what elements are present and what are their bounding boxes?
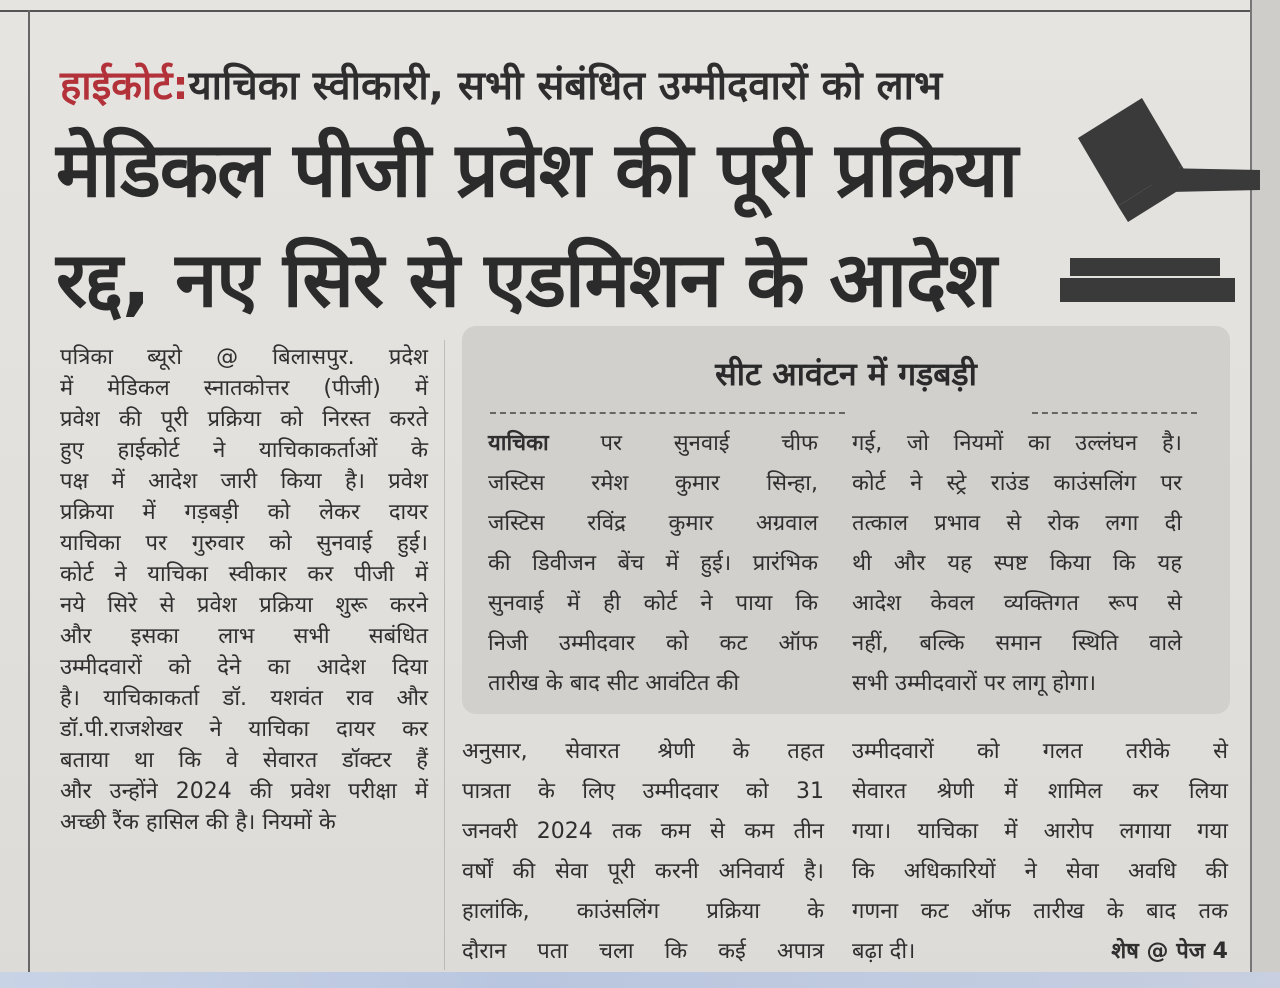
text-line: वर्षों की सेवा पूरी करनी अनिवार्य है। [462, 859, 824, 884]
gavel-icon [1060, 80, 1260, 310]
text-line: याचिका पर गुरुवार को सुनवाई हुई। [60, 531, 428, 556]
text-line: थी और यह स्पष्ट किया कि यह [852, 551, 1182, 576]
text-line: जस्टिस रविंद्र कुमार अग्रवाल [488, 511, 818, 536]
text-line: प्रक्रिया में गड़बड़ी को लेकर दायर [60, 500, 428, 525]
text-line: नहीं, बल्कि समान स्थिति वाले [852, 631, 1182, 656]
box-left-line [488, 424, 818, 464]
box-dashed-rule-right [1032, 412, 1197, 414]
text-line: प्रवेश की पूरी प्रक्रिया को निरस्त करते [60, 407, 428, 432]
headline-line-1: मेडिकल पीजी प्रवेश की पूरी प्रक्रिया [56, 125, 1018, 214]
text-line: पक्ष में आदेश जारी किया है। प्रवेश [60, 469, 428, 494]
column-4 [852, 732, 1228, 972]
column-divider [444, 340, 445, 970]
text-line: डॉ.पी.राजशेखर ने याचिका दायर कर [60, 717, 428, 742]
text-line: सभी उम्मीदवारों पर लागू होगा। [852, 671, 1097, 696]
text-line: अच्छी रैंक हासिल की है। नियमों के [60, 810, 336, 835]
top-rule [0, 10, 1280, 12]
text-line: कि अधिकारियों ने सेवा अवधि की [852, 859, 1228, 884]
text-line: उम्मीदवारों को गलत तरीके से [852, 739, 1228, 764]
text-line: तत्काल प्रभाव से रोक लगा दी [852, 511, 1182, 536]
text-line: हुए हाईकोर्ट ने याचिकाकर्ताओं के [60, 438, 428, 463]
kicker [60, 58, 942, 114]
text-line: कोर्ट ने याचिका स्वीकार कर पीजी में [60, 562, 428, 587]
text-line: सेवारत श्रेणी में शामिल कर लिया [852, 779, 1228, 804]
text-line: बताया था कि वे सेवारत डॉक्टर हैं [60, 748, 428, 773]
bottom-edge-band [0, 972, 1280, 988]
text-line: कोर्ट ने स्ट्रे राउंड काउंसलिंग पर [852, 471, 1182, 496]
text-line: निजी उम्मीदवार को कट ऑफ [488, 631, 818, 656]
box-dashed-rule-left [490, 412, 845, 414]
text-line: दौरान पता चला कि कई अपात्र [462, 939, 824, 964]
text-line: नये सिरे से प्रवेश प्रक्रिया शुरू करने [60, 593, 428, 618]
left-column-rule [28, 10, 30, 988]
box-lead-word: याचिका [488, 431, 549, 456]
text-line: उम्मीदवारों को देने का आदेश दिया [60, 655, 428, 680]
text-line: की डिवीजन बेंच में हुई। प्रारंभिक [488, 551, 818, 576]
text-line: पत्रिका ब्यूरो @ बिलासपुर. प्रदेश [60, 345, 428, 370]
continued-on-page: शेष @ पेज 4 [1111, 939, 1228, 964]
text-line-last [852, 932, 1228, 972]
text-line: पात्रता के लिए उम्मीदवार को 31 [462, 779, 824, 804]
box-left-first-rest: पर सुनवाई चीफ [548, 431, 818, 456]
box-column-left [488, 424, 818, 704]
text-line: है। याचिकाकर्ता डॉ. यशवंत राव और [60, 686, 428, 711]
text-line: जस्टिस रमेश कुमार सिन्हा, [488, 471, 818, 496]
kicker-text: याचिका स्वीकारी, सभी संबंधित उम्मीदवारों को लाभ [188, 63, 943, 109]
text-line: जनवरी 2024 तक कम से कम तीन [462, 819, 824, 844]
kicker-colon: : [172, 63, 189, 109]
text-line: सुनवाई में ही कोर्ट ने पाया कि [488, 591, 818, 616]
column-1 [60, 342, 428, 838]
text-line: गया। याचिका में आरोप लगाया गया [852, 819, 1228, 844]
kicker-label: हाईकोर्ट [60, 63, 173, 109]
box-title: सीट आवंटन में गड़बड़ी [715, 355, 977, 393]
column-3 [462, 732, 824, 972]
text-line: अनुसार, सेवारत श्रेणी के तहत [462, 739, 824, 764]
text-line: और इसका लाभ सभी सबंधित [60, 624, 428, 649]
text-line: आदेश केवल व्यक्तिगत रूप से [852, 591, 1182, 616]
text-line: तारीख के बाद सीट आवंटित की [488, 671, 740, 696]
text-line: हालांकि, काउंसलिंग प्रक्रिया के [462, 899, 824, 924]
box-column-right [852, 424, 1182, 704]
text-line: में मेडिकल स्नातकोत्तर (पीजी) में [60, 376, 428, 401]
headline-line-2: रद्द, नए सिरे से एडमिशन के आदेश [56, 235, 996, 324]
text-line: गणना कट ऑफ तारीख के बाद तक [852, 899, 1228, 924]
text-line: गई, जो नियमों का उल्लंघन है। [852, 431, 1182, 456]
text-line-end: बढ़ा दी। [852, 939, 916, 964]
text-line: और उन्होंने 2024 की प्रवेश परीक्षा में [60, 779, 428, 804]
